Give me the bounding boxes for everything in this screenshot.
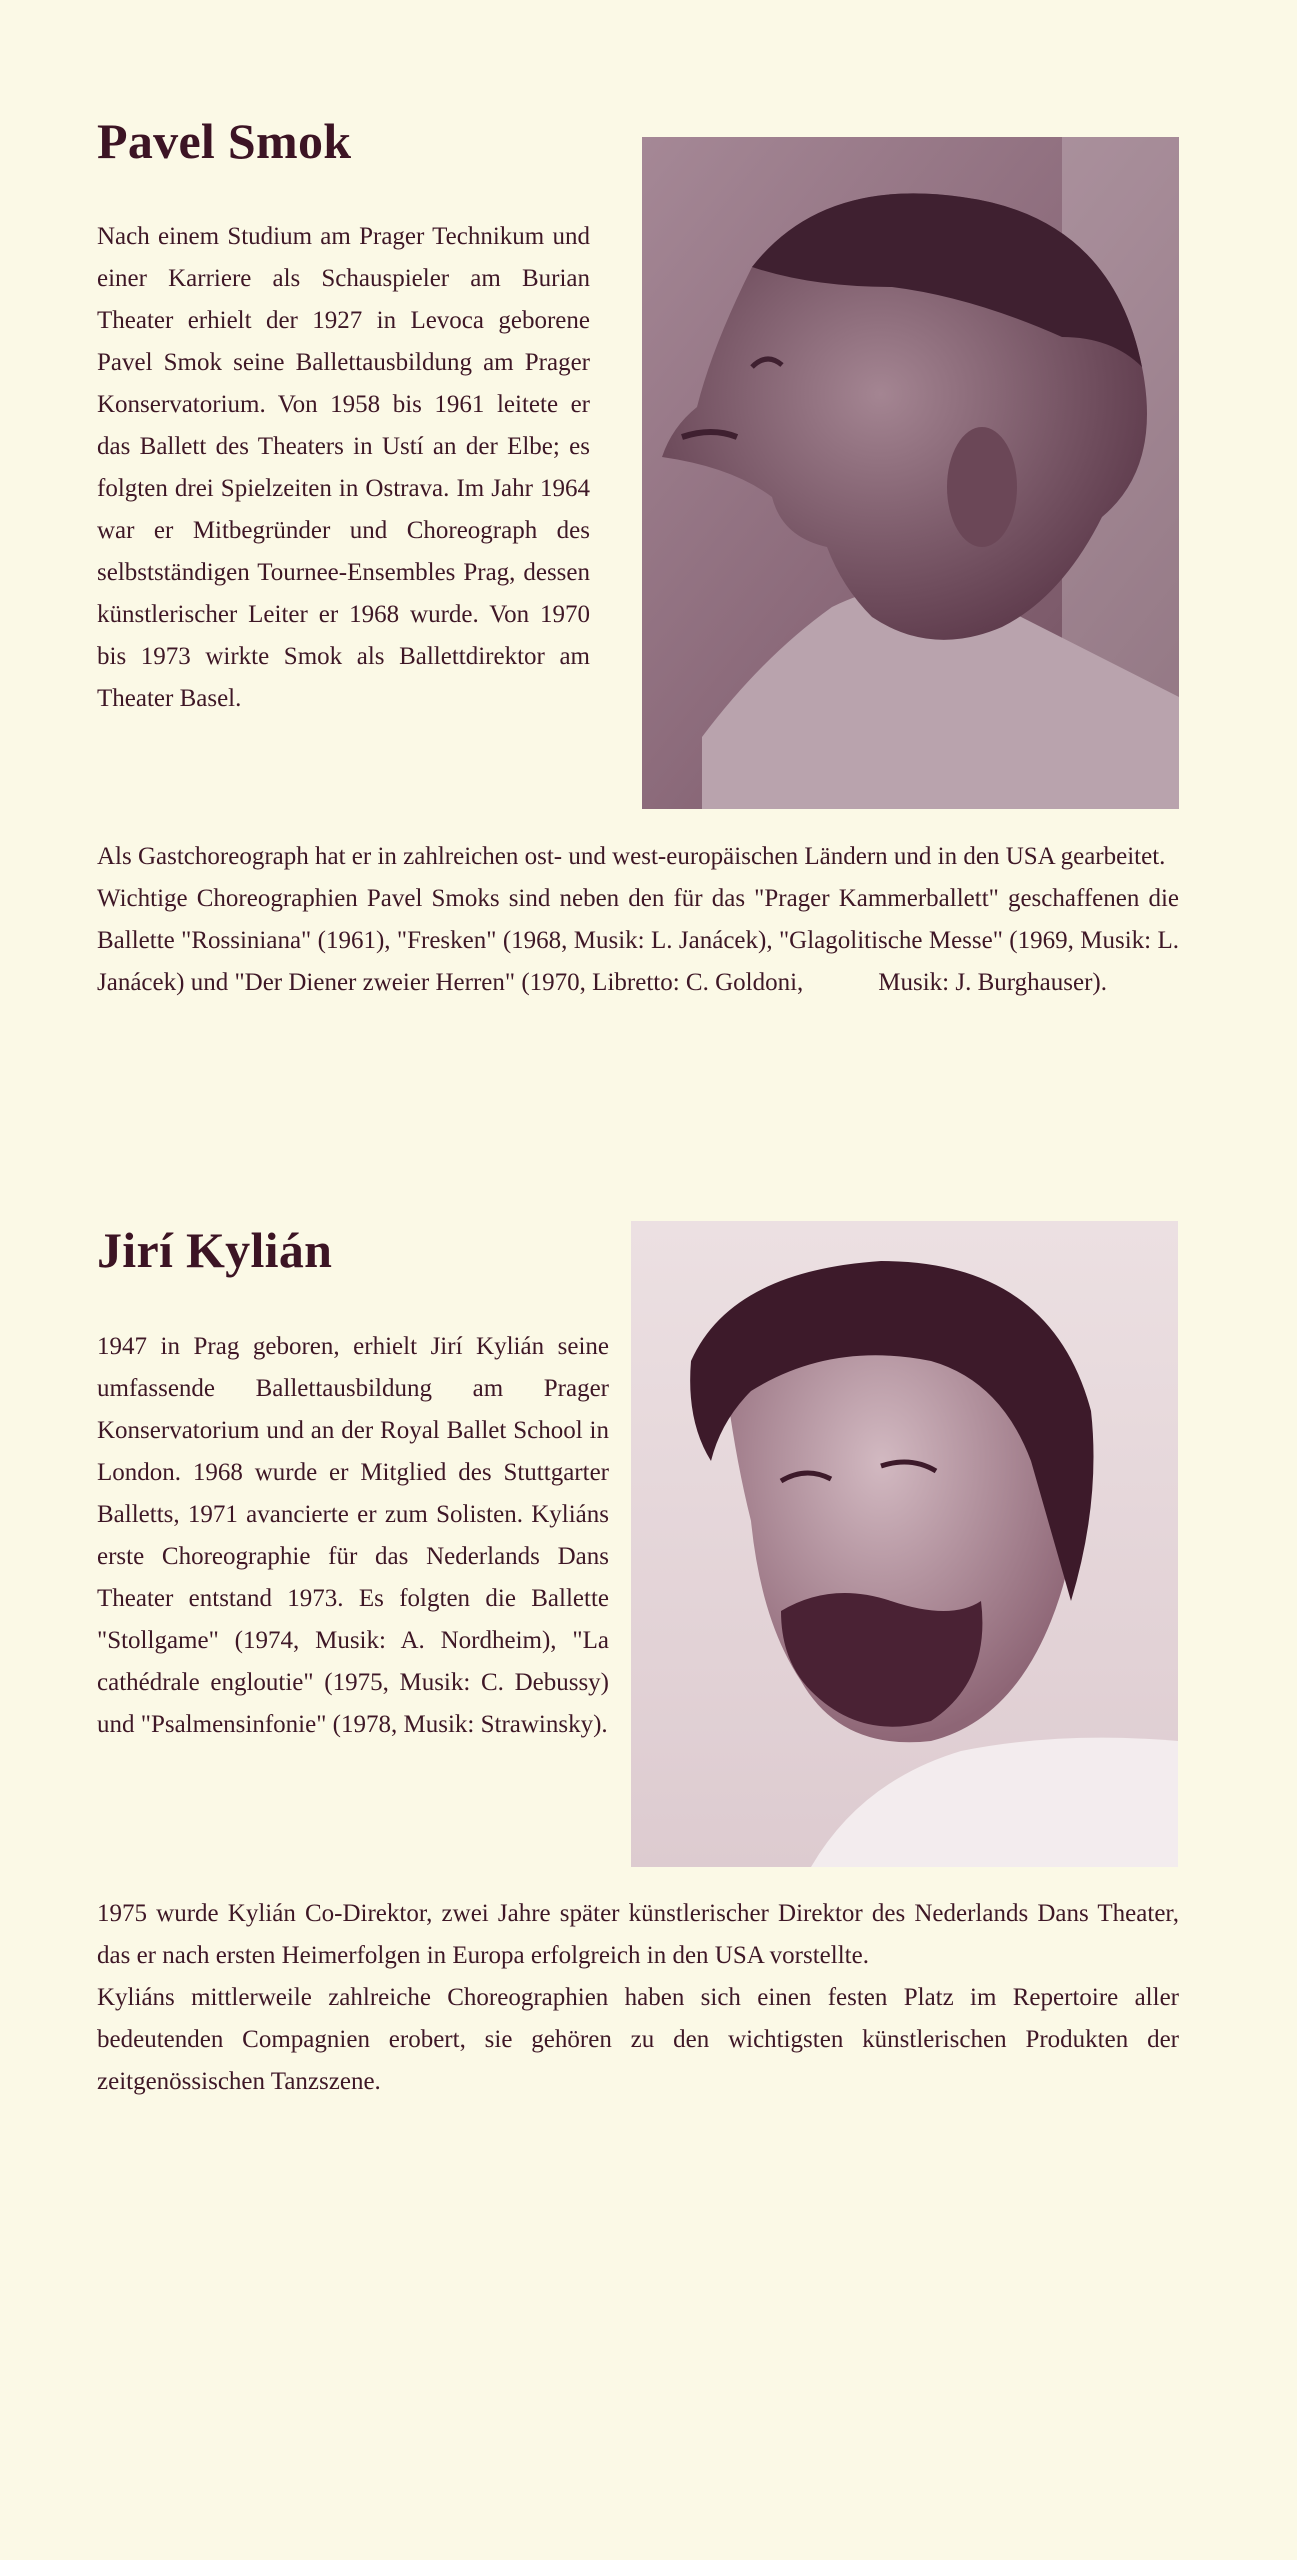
kylian-heading: Jirí Kylián [97, 1222, 333, 1278]
kylian-bio-director: 1975 wurde Kylián Co-Direktor, zwei Jahre später künstlerischer Direktor des Nederlands Dans Theater, das er nach ersten Heimerfolgen in Europa erfolgreich in den USA vorstellte. [97, 1900, 1179, 1969]
smok-portrait-photo [642, 137, 1179, 809]
kylian-bio-repertoire: Kyliáns mittlerweile zahlreiche Choreographien haben sich einen festen Platz im Repertoire aller bedeutenden Compagnien erobert, sie gehören zu den wichtigsten künstlerischen Produkten der zeitgenössischen Tanzszene. [97, 1984, 1179, 2095]
smok-bio-guest: Als Gastchoreograph hat er in zahlreichen ost- und west-europäischen Ländern und in den USA gearbeitet. [97, 843, 1166, 870]
smok-heading: Pavel Smok [97, 113, 352, 169]
smok-bio-column: Nach einem Studium am Prager Technikum und einer Karriere als Schauspieler am Burian Theater erhielt der 1927 in Levoca geborene Pavel Smok seine Ballettausbildung am Prager Konservatorium. Von 1958 bis 1961 leitete er das Ballett des Theaters in Ustí an der Elbe; es folgten drei Spielzeiten in Ostrava. Im Jahr 1964 war er Mitbegründer und Choreograph des selbstständigen Tournee-Ensembles Prag, dessen künstlerischer Leiter er 1968 wurde. Von 1970 bis 1973 wirkte Smok als Ballettdirektor am Theater Basel. [97, 223, 590, 712]
kylian-portrait-photo [631, 1221, 1178, 1867]
smok-bio-works: Wichtige Choreographien Pavel Smoks sind neben den für das "Prager Kammerballett" geschaffenen die Ballette "Rossiniana" (1961), "Fresken" (1968, Musik: L. Janácek), "Glagolitische Messe" (1969, Musik: L. Janácek) und "Der Diener zweier Herren" (1970, Libretto: C. Goldoni, Musik: J. Burghauser). [97, 885, 1186, 996]
kylian-bio-column: 1947 in Prag geboren, erhielt Jirí Kylián seine umfassende Ballettausbildung am Prager Konservatorium und an der Royal Ballet School in London. 1968 wurde er Mitglied des Stuttgarter Balletts, 1971 avancierte er zum Solisten. Kyliáns erste Choreographie für das Nederlands Dans Theater entstand 1973. Es folgten die Ballette "Stollgame" (1974, Musik: A. Nordheim), "La cathédrale engloutie" (1975, Musik: C. Debussy) und "Psalmensinfonie" (1978, Musik: Strawinsky). [97, 1333, 609, 1738]
